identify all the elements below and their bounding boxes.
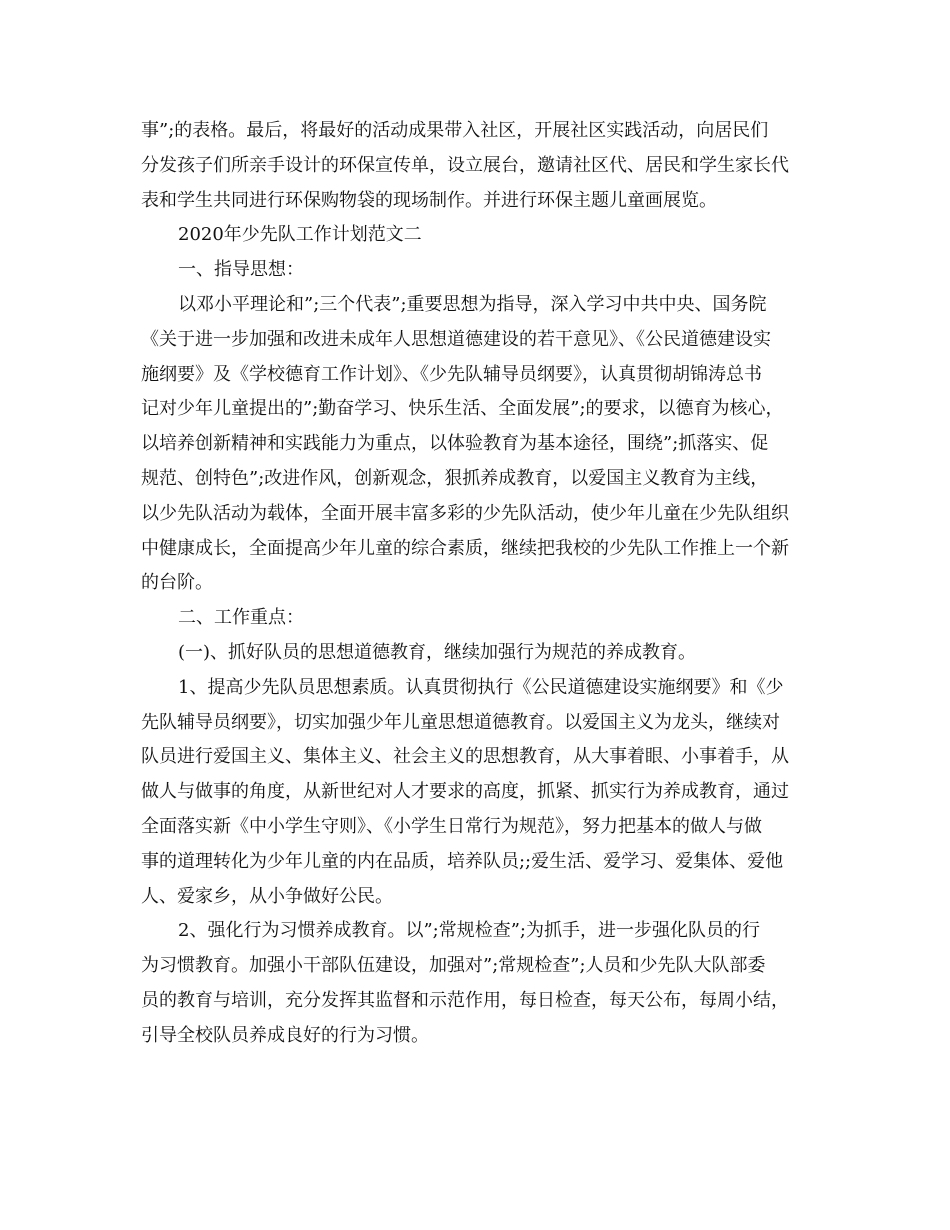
- text-line: 记对少年儿童提出的”;勤奋学习、快乐生活、全面发展”;的要求，以德育为核心，: [141, 398, 784, 420]
- text-line: 以少先队活动为载体，全面开展丰富多彩的少先队活动，使少年儿童在少先队组织: [141, 502, 789, 524]
- text-line: 以培养创新精神和实践能力为重点，以体验教育为基本途径，围绕”;抓落实、促: [141, 433, 769, 455]
- text-line: 表和学生共同进行环保购物袋的现场制作。并进行环保主题儿童画展览。: [141, 189, 717, 211]
- text-line: 分发孩子们所亲手设计的环保宣传单，设立展台，邀请社区代、居民和学生家长代: [141, 154, 789, 176]
- text-line: 人、爱家乡，从小争做好公民。: [141, 885, 393, 907]
- text-line: 2020年少先队工作计划范文二: [178, 224, 422, 246]
- paragraph-sub1: [141, 636, 821, 671]
- text-line: 规范、创特色”;改进作风，创新观念，狠抓养成教育，以爱国主义教育为主线，: [141, 467, 769, 489]
- text-line: 2、强化行为习惯养成教育。以”;常规检查”;为抓手，进一步强化队员的行: [178, 920, 760, 942]
- paragraph-heading2: [141, 601, 821, 636]
- text-line: 事的道理转化为少年儿童的内在品质，培养队员;;爱生活、爱学习、爱集体、爱他: [141, 850, 784, 872]
- text-line: 1、提高少先队员思想素质。认真贯彻执行《公民道德建设实施纲要》和《少: [178, 676, 784, 698]
- paragraph-guiding: [141, 288, 821, 601]
- text-line: 做人与做事的角度，从新世纪对人才要求的高度，抓紧、抓实行为养成教育，通过: [141, 781, 789, 803]
- text-line: (一)、抓好队员的思想道德教育，继续加强行为规范的养成教育。: [178, 641, 697, 663]
- text-line: 全面落实新《中小学生守则》、《小学生日常行为规范》，努力把基本的做人与做: [141, 815, 762, 837]
- text-line: 中健康成长，全面提高少年儿童的综合素质，继续把我校的少先队工作推上一个新: [141, 537, 789, 559]
- paragraph-heading1: [141, 253, 821, 288]
- document-body: [141, 114, 821, 1054]
- text-line: 施纲要》及《学校德育工作计划》、《少先队辅导员纲要》，认真贯彻胡锦涛总书: [141, 363, 762, 385]
- text-line: 员的教育与培训，充分发挥其监督和示范作用，每日检查，每天公布，每周小结，: [141, 989, 789, 1011]
- text-line: 的台阶。: [141, 572, 213, 594]
- text-line: 二、工作重点：: [178, 607, 304, 629]
- paragraph-item2: [141, 914, 821, 1053]
- text-line: 《关于进一步加强和改进未成年人思想道德建设的若干意见》、《公民道德建设实: [141, 328, 771, 350]
- paragraph-title2: [141, 218, 821, 253]
- text-line: 引导全校队员养成良好的行为习惯。: [141, 1024, 429, 1046]
- paragraph-intro-tail: [141, 114, 821, 218]
- text-line: 以邓小平理论和”;三个代表”;重要思想为指导，深入学习中共中央、国务院: [178, 293, 767, 315]
- paragraph-item1: [141, 671, 821, 915]
- text-line: 先队辅导员纲要》，切实加强少年儿童思想道德教育。以爱国主义为龙头，继续对: [141, 711, 780, 733]
- text-line: 队员进行爱国主义、集体主义、社会主义的思想教育，从大事着眼、小事着手，从: [141, 746, 789, 768]
- text-line: 为习惯教育。加强小干部队伍建设，加强对”;常规检查”;人员和少先队大队部委: [141, 955, 766, 977]
- text-line: 一、指导思想：: [178, 259, 304, 281]
- text-line: 事”;的表格。最后，将最好的活动成果带入社区，开展社区实践活动，向居民们: [141, 120, 769, 141]
